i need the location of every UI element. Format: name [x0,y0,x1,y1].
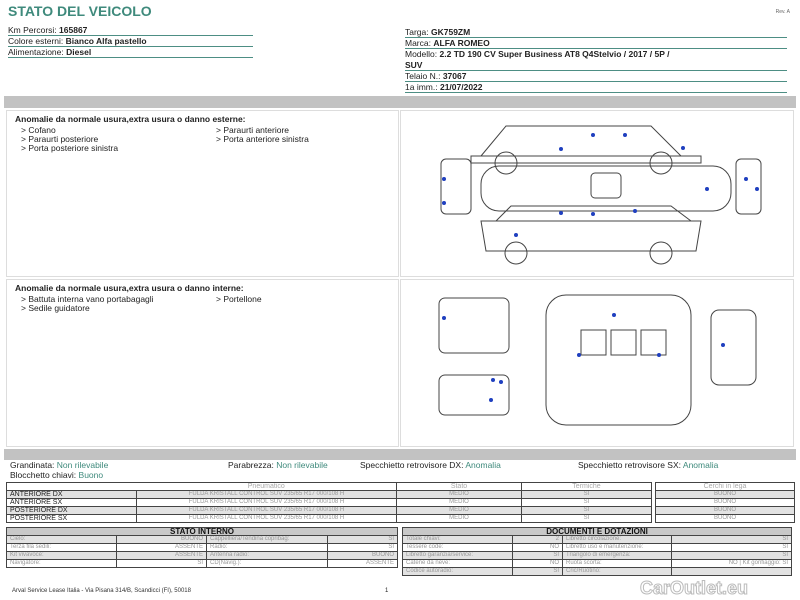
check-blocchetto: Blocchetto chiavi: Buono [10,470,104,480]
table-row: Navigatore: SI CD(Navig.): ASSENTE [7,560,398,568]
vehicle-info-right [405,27,787,93]
table-row: Terza fila sedili: ASSENTE Radio: SI [7,544,398,552]
divider-bar [4,96,796,108]
damage-item: > Battuta interna vano portabagagli [21,294,154,304]
internal-heading: Anomalie da normale usura,extra usura o danno interne: [15,283,244,293]
watermark-logo: CarOutlet.eu [640,578,749,598]
car-rear-interior [439,375,509,415]
info-colore: Colore esterni: Bianco Alfa pastello [8,36,253,47]
damage-item: > Sedile guidatore [21,303,90,313]
table-row: Libretto garanzia/service: SI Triangolo di emergenza: SI [403,552,792,560]
damage-dots [442,313,725,402]
info-marca: Marca: ALFA ROMEO [405,38,787,49]
info-alimentazione: Alimentazione: Diesel [8,47,253,58]
damage-item: > Paraurti anteriore [216,125,289,135]
documenti-table: DOCUMENTI E DOTAZIONI Totale chiavi: 2 Libretto circolazione: SI Tessere code: NO Libretto uso e manutenzione: SI Libretto garanzia/service: SI Triangolo di emergenza: SI Catene da neve: NO Ruota scorta: NO | Kit gonfiaggio: SI Codice autoradio: SI Cric/Ruotino: [402,527,792,576]
info-modello: Modello: 2.2 TD 190 CV Super Business AT8 Q4Stelvio / 2017 / 5P / [405,49,670,59]
check-specchietto-sx: Specchietto retrovisore SX: Anomalia [578,460,719,470]
table-row: Catene da neve: NO Ruota scorta: NO | Kit gonfiaggio: SI [403,560,792,568]
internal-damage-panel [6,279,399,447]
table-row: ANTERIORE DX FULDA KRISTALL CONTROL SUV 235/65 R17 000/108 H MEDIO SI [7,491,652,499]
table-row: Kit vivavoce: ASSENTE Antenna radio: BUONO [7,552,398,560]
info-km: Km Percorsi: 165867 [8,25,253,36]
page-number: 1 [385,588,389,594]
info-modello-cont: SUV [405,60,787,71]
revision: Rev. A [775,9,790,15]
internal-diagram [400,279,794,447]
check-grandinata: Grandinata: Non rilevabile [10,460,109,470]
table-row: Codice autoradio: SI Cric/Ruotino: [403,568,792,576]
table-row: ANTERIORE SX FULDA KRISTALL CONTROL SUV 235/65 R17 000/108 H MEDIO SI [7,499,652,507]
stato-interno-table: STATO INTERNO Cielo: BUONO Cappelliera/Tendina copribag: SI Terza fila sedili: ASSENTE Radio: SI Kit vivavoce: ASSENTE Antenna radio: BUONO Navigatore: SI CD(Navig.): ASSENTE [6,527,398,568]
vehicle-info-left [8,25,253,58]
external-heading: Anomalie da normale usura,extra usura o danno esterne: [15,114,246,124]
damage-item: > Cofano [21,125,56,135]
table-row: Cielo: BUONO Cappelliera/Tendina copribag: SI [7,536,398,544]
info-targa: Targa: GK759ZM [405,27,787,38]
car-trunk-interior [711,310,756,385]
info-telaio: Telaio N.: 37067 [405,71,787,82]
external-diagram [400,110,794,277]
damage-item: > Porta posteriore sinistra [21,143,119,153]
car-rear-outline [736,159,761,214]
damage-item: > Porta anteriore sinistra [216,134,309,144]
divider-bar [4,449,796,460]
footer-address: Arval Service Lease Italia - Via Pisana 314/B, Scandicci (FI), 50018 [12,588,191,594]
check-parabrezza: Parabrezza: Non rilevabile [228,460,328,470]
info-immatricolazione: 1a imm.: 21/07/2022 [405,82,787,93]
car-cabin-top [546,295,691,425]
tires-table: Pneumatico Stato Termiche ANTERIORE DX FULDA KRISTALL CONTROL SUV 235/65 R17 000/108 H MEDIO SI ANTERIORE SX FULDA KRISTALL CONTROL SUV 235/65 R17 000/108 H MEDIO SI POSTERIORE DX FULDA KRISTALL CONTROL SUV 235/65 R17 000/108 H MEDIO SI POSTERIORE SX FULDA KRISTALL CONTROL SUV 235/65 R17 000/108 H MEDIO SI [6,482,652,523]
table-row: POSTERIORE SX FULDA KRISTALL CONTROL SUV 235/65 R17 000/108 H MEDIO SI [7,515,652,523]
car-front-outline [441,159,471,214]
check-specchietto-dx: Specchietto retrovisore DX: Anomalia [360,460,501,470]
table-row: Tessere code: NO Libretto uso e manutenzione: SI [403,544,792,552]
table-row: Totale chiavi: 2 Libretto circolazione: SI [403,536,792,544]
car-front-interior [439,298,509,353]
rims-table: Cerchi in lega BUONO BUONO BUONO BUONO [655,482,795,523]
damage-item: > Paraurti posteriore [21,134,99,144]
table-row: POSTERIORE DX FULDA KRISTALL CONTROL SUV 235/65 R17 000/108 H MEDIO SI [7,507,652,515]
car-side-top-outline [471,126,701,163]
external-damage-panel [6,110,399,277]
damage-item: > Portellone [216,294,262,304]
page-title: STATO DEL VEICOLO [8,3,152,19]
